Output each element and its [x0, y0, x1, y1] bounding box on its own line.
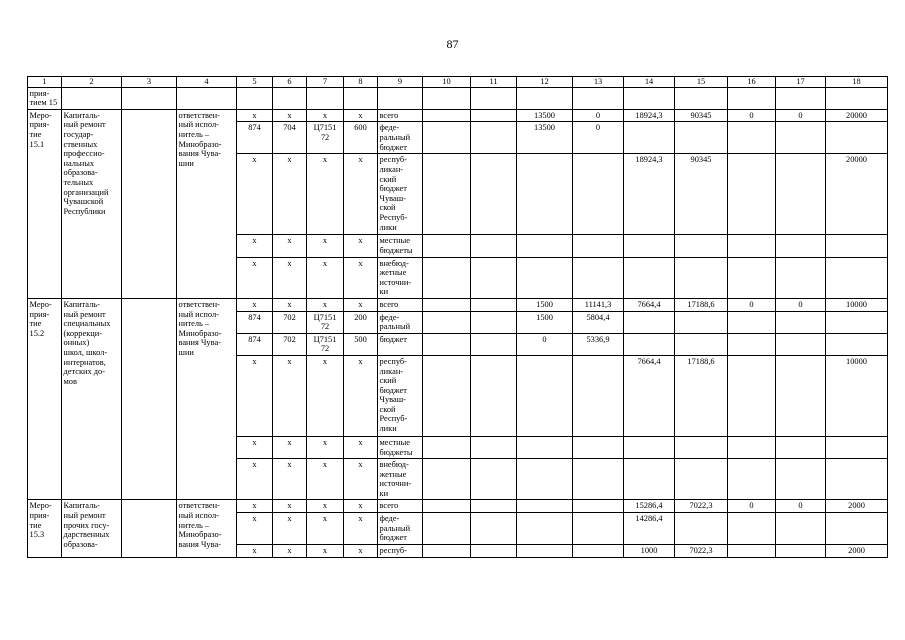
value-col12	[517, 513, 573, 545]
target-item-code: х	[307, 436, 344, 458]
section-code: х	[273, 500, 307, 513]
value-col15: 90345	[675, 154, 728, 235]
carry-row-cell	[177, 87, 237, 109]
value-col14: 14286,4	[624, 513, 675, 545]
measure-executor: ответствен- ный испол- нитель – Минобразо- вания Чува- шии	[177, 109, 237, 298]
value-col11	[471, 333, 517, 355]
table-body	[28, 77, 888, 558]
expense-type-code: 600	[344, 122, 378, 154]
value-col10	[423, 298, 471, 311]
table-row	[28, 109, 888, 122]
carry-row-cell	[471, 87, 517, 109]
funding-source: респуб-	[378, 545, 423, 558]
value-col13	[573, 235, 624, 257]
carry-row-cell	[728, 87, 776, 109]
value-col18	[826, 333, 888, 355]
target-item-code: х	[307, 109, 344, 122]
value-col15: 17188,6	[675, 355, 728, 436]
value-col13	[573, 436, 624, 458]
measure-number: Меро- прия- тие 15.3	[28, 500, 62, 557]
value-col14: 18924,3	[624, 154, 675, 235]
measure-executor: ответствен- ный испол- нитель – Минобразо- вания Чува-	[177, 500, 237, 557]
value-col17	[776, 355, 826, 436]
value-col16: 0	[728, 500, 776, 513]
funding-source: феде- ральный бюджет	[378, 122, 423, 154]
value-col14: 18924,3	[624, 109, 675, 122]
value-col15	[675, 513, 728, 545]
carry-row-cell	[273, 87, 307, 109]
value-col13	[573, 355, 624, 436]
value-col10	[423, 459, 471, 500]
value-col16	[728, 122, 776, 154]
column-header-7: 7	[307, 77, 344, 88]
value-col10	[423, 355, 471, 436]
value-col12	[517, 235, 573, 257]
value-col14	[624, 235, 675, 257]
value-col13: 5804,4	[573, 311, 624, 333]
value-col15: 17188,6	[675, 298, 728, 311]
value-col10	[423, 436, 471, 458]
grbs-code: х	[237, 154, 273, 235]
budget-table	[27, 76, 888, 558]
carry-row-cell	[378, 87, 423, 109]
value-col18	[826, 257, 888, 298]
carry-row-cell	[423, 87, 471, 109]
funding-source: феде- ральный	[378, 311, 423, 333]
expense-type-code: 200	[344, 311, 378, 333]
value-col18	[826, 436, 888, 458]
value-col11	[471, 500, 517, 513]
value-col13	[573, 513, 624, 545]
carry-row-cell	[344, 87, 378, 109]
section-code: х	[273, 436, 307, 458]
grbs-code: х	[237, 436, 273, 458]
column-header-13: 13	[573, 77, 624, 88]
value-col16	[728, 311, 776, 333]
value-col14	[624, 122, 675, 154]
value-col14: 7664,4	[624, 298, 675, 311]
value-col12	[517, 257, 573, 298]
grbs-code: х	[237, 459, 273, 500]
value-col12: 1500	[517, 298, 573, 311]
value-col17	[776, 311, 826, 333]
carry-row-cell	[776, 87, 826, 109]
expense-type-code: х	[344, 513, 378, 545]
value-col14: 7664,4	[624, 355, 675, 436]
value-col17	[776, 154, 826, 235]
column-header-4: 4	[177, 77, 237, 88]
carry-row-cell	[573, 87, 624, 109]
column-header-6: 6	[273, 77, 307, 88]
target-item-code: х	[307, 235, 344, 257]
section-code: х	[273, 459, 307, 500]
grbs-code: х	[237, 513, 273, 545]
value-col10	[423, 513, 471, 545]
column-header-8: 8	[344, 77, 378, 88]
value-col13	[573, 257, 624, 298]
value-col16	[728, 235, 776, 257]
value-col14	[624, 459, 675, 500]
value-col14: 1000	[624, 545, 675, 558]
expense-type-code: х	[344, 235, 378, 257]
value-col12	[517, 355, 573, 436]
value-col18	[826, 311, 888, 333]
target-item-code: х	[307, 355, 344, 436]
value-col15	[675, 436, 728, 458]
target-item-code: Ц7151 72	[307, 333, 344, 355]
section-code: 704	[273, 122, 307, 154]
expense-type-code: х	[344, 298, 378, 311]
target-item-code: х	[307, 154, 344, 235]
value-col10	[423, 311, 471, 333]
value-col17	[776, 513, 826, 545]
table-row	[28, 500, 888, 513]
funding-source: местные бюджеты	[378, 235, 423, 257]
value-col16	[728, 355, 776, 436]
value-col11	[471, 355, 517, 436]
value-col16	[728, 459, 776, 500]
value-col12	[517, 500, 573, 513]
target-item-code: х	[307, 459, 344, 500]
value-col17	[776, 545, 826, 558]
grbs-code: 874	[237, 122, 273, 154]
value-col17: 0	[776, 298, 826, 311]
value-col18: 2000	[826, 500, 888, 513]
grbs-code: х	[237, 355, 273, 436]
carry-row-label: прия- тием 15	[28, 87, 62, 109]
measure-executor: ответствен- ный испол- нитель – Минобразо- вания Чува- шии	[177, 298, 237, 500]
value-col11	[471, 311, 517, 333]
grbs-code: х	[237, 109, 273, 122]
value-col12: 13500	[517, 122, 573, 154]
target-item-code: х	[307, 500, 344, 513]
funding-source: респуб- ликан- ский бюджет Чуваш- ской Респуб- лики	[378, 154, 423, 235]
value-col11	[471, 459, 517, 500]
section-code: х	[273, 355, 307, 436]
value-col16	[728, 513, 776, 545]
expense-type-code: х	[344, 500, 378, 513]
measure-col3	[122, 298, 177, 500]
target-item-code: Ц7151 72	[307, 122, 344, 154]
value-col15	[675, 311, 728, 333]
carry-row-cell	[237, 87, 273, 109]
value-col18: 20000	[826, 154, 888, 235]
value-col12	[517, 154, 573, 235]
value-col15: 7022,3	[675, 545, 728, 558]
column-header-10: 10	[423, 77, 471, 88]
section-code: х	[273, 154, 307, 235]
funding-source: всего	[378, 500, 423, 513]
section-code: х	[273, 513, 307, 545]
value-col15	[675, 122, 728, 154]
carry-row-cell	[307, 87, 344, 109]
value-col11	[471, 109, 517, 122]
funding-source: бюджет	[378, 333, 423, 355]
value-col18: 10000	[826, 355, 888, 436]
section-code: х	[273, 257, 307, 298]
section-code: 702	[273, 333, 307, 355]
grbs-code: 874	[237, 333, 273, 355]
expense-type-code: х	[344, 109, 378, 122]
value-col18	[826, 122, 888, 154]
value-col14	[624, 333, 675, 355]
carry-row-cell	[517, 87, 573, 109]
carry-row-cell	[624, 87, 675, 109]
value-col15: 90345	[675, 109, 728, 122]
value-col17	[776, 459, 826, 500]
grbs-code: х	[237, 235, 273, 257]
value-col15	[675, 235, 728, 257]
expense-type-code: х	[344, 154, 378, 235]
value-col18: 2000	[826, 545, 888, 558]
value-col15	[675, 333, 728, 355]
value-col11	[471, 122, 517, 154]
column-header-15: 15	[675, 77, 728, 88]
expense-type-code: х	[344, 436, 378, 458]
funding-source: всего	[378, 298, 423, 311]
value-col11	[471, 235, 517, 257]
expense-type-code: х	[344, 355, 378, 436]
value-col11	[471, 298, 517, 311]
value-col17: 0	[776, 109, 826, 122]
value-col17: 0	[776, 500, 826, 513]
page-bottom-margin	[0, 578, 905, 640]
expense-type-code: х	[344, 459, 378, 500]
measure-number: Меро- прия- тие 15.1	[28, 109, 62, 298]
value-col13: 0	[573, 122, 624, 154]
value-col10	[423, 122, 471, 154]
grbs-code: х	[237, 545, 273, 558]
value-col16: 0	[728, 298, 776, 311]
section-code: х	[273, 545, 307, 558]
value-col10	[423, 154, 471, 235]
measure-description: Капиталь- ный ремонт прочих госу- дарственных образова-	[62, 500, 122, 557]
measure-description: Капиталь- ный ремонт специальных (коррекци- онных) школ, школ- интернатов, детских до- мов	[62, 298, 122, 500]
column-header-3: 3	[122, 77, 177, 88]
funding-source: феде- ральный бюджет	[378, 513, 423, 545]
value-col16	[728, 436, 776, 458]
column-header-1: 1	[28, 77, 62, 88]
carry-row-cell	[62, 87, 122, 109]
value-col13: 5336,9	[573, 333, 624, 355]
grbs-code: х	[237, 298, 273, 311]
value-col14	[624, 311, 675, 333]
expense-type-code: х	[344, 545, 378, 558]
value-col13	[573, 500, 624, 513]
value-col15	[675, 257, 728, 298]
target-item-code: х	[307, 513, 344, 545]
value-col13: 11141,3	[573, 298, 624, 311]
value-col17	[776, 436, 826, 458]
value-col12	[517, 459, 573, 500]
funding-source: местные бюджеты	[378, 436, 423, 458]
value-col14	[624, 436, 675, 458]
value-col18	[826, 235, 888, 257]
measure-number: Меро- прия- тие 15.2	[28, 298, 62, 500]
value-col16	[728, 545, 776, 558]
value-col16	[728, 333, 776, 355]
section-code: х	[273, 235, 307, 257]
value-col17	[776, 257, 826, 298]
value-col18	[826, 513, 888, 545]
column-header-12: 12	[517, 77, 573, 88]
measure-col3	[122, 500, 177, 557]
column-header-9: 9	[378, 77, 423, 88]
value-col12: 1500	[517, 311, 573, 333]
measure-description: Капиталь- ный ремонт государ- ственных профессио- нальных образова- тельных организаций Чувашской Республики	[62, 109, 122, 298]
value-col12	[517, 436, 573, 458]
value-col16: 0	[728, 109, 776, 122]
value-col11	[471, 436, 517, 458]
value-col13	[573, 545, 624, 558]
value-col15	[675, 459, 728, 500]
value-col10	[423, 333, 471, 355]
target-item-code: х	[307, 298, 344, 311]
value-col11	[471, 257, 517, 298]
funding-source: внебюд- жетные источни- ки	[378, 459, 423, 500]
page-number: 87	[446, 37, 459, 51]
column-header-14: 14	[624, 77, 675, 88]
value-col10	[423, 257, 471, 298]
value-col11	[471, 513, 517, 545]
measure-col3	[122, 109, 177, 298]
section-code: 702	[273, 311, 307, 333]
value-col18	[826, 459, 888, 500]
value-col17	[776, 122, 826, 154]
column-header-11: 11	[471, 77, 517, 88]
section-code: х	[273, 109, 307, 122]
funding-source: внебюд- жетные источни- ки	[378, 257, 423, 298]
carry-row	[28, 87, 888, 109]
target-item-code: Ц7151 72	[307, 311, 344, 333]
column-header-18: 18	[826, 77, 888, 88]
table-row	[28, 298, 888, 311]
value-col10	[423, 500, 471, 513]
column-header-5: 5	[237, 77, 273, 88]
carry-row-cell	[675, 87, 728, 109]
funding-source: респуб- ликан- ский бюджет Чуваш- ской Респуб- лики	[378, 355, 423, 436]
value-col13	[573, 154, 624, 235]
value-col17	[776, 333, 826, 355]
target-item-code: х	[307, 257, 344, 298]
value-col10	[423, 109, 471, 122]
value-col14: 15286,4	[624, 500, 675, 513]
section-code: х	[273, 298, 307, 311]
value-col12: 0	[517, 333, 573, 355]
value-col16	[728, 154, 776, 235]
grbs-code: х	[237, 500, 273, 513]
expense-type-code: 500	[344, 333, 378, 355]
grbs-code: х	[237, 257, 273, 298]
value-col11	[471, 545, 517, 558]
value-col14	[624, 257, 675, 298]
value-col10	[423, 545, 471, 558]
value-col12	[517, 545, 573, 558]
column-header-row	[28, 77, 888, 88]
funding-source: всего	[378, 109, 423, 122]
carry-row-cell	[122, 87, 177, 109]
column-header-16: 16	[728, 77, 776, 88]
column-header-17: 17	[776, 77, 826, 88]
carry-row-cell	[826, 87, 888, 109]
value-col17	[776, 235, 826, 257]
value-col12: 13500	[517, 109, 573, 122]
expense-type-code: х	[344, 257, 378, 298]
column-header-2: 2	[62, 77, 122, 88]
value-col10	[423, 235, 471, 257]
value-col13	[573, 459, 624, 500]
value-col11	[471, 154, 517, 235]
target-item-code: х	[307, 545, 344, 558]
value-col13: 0	[573, 109, 624, 122]
value-col18: 10000	[826, 298, 888, 311]
grbs-code: 874	[237, 311, 273, 333]
value-col15: 7022,3	[675, 500, 728, 513]
value-col18: 20000	[826, 109, 888, 122]
value-col16	[728, 257, 776, 298]
